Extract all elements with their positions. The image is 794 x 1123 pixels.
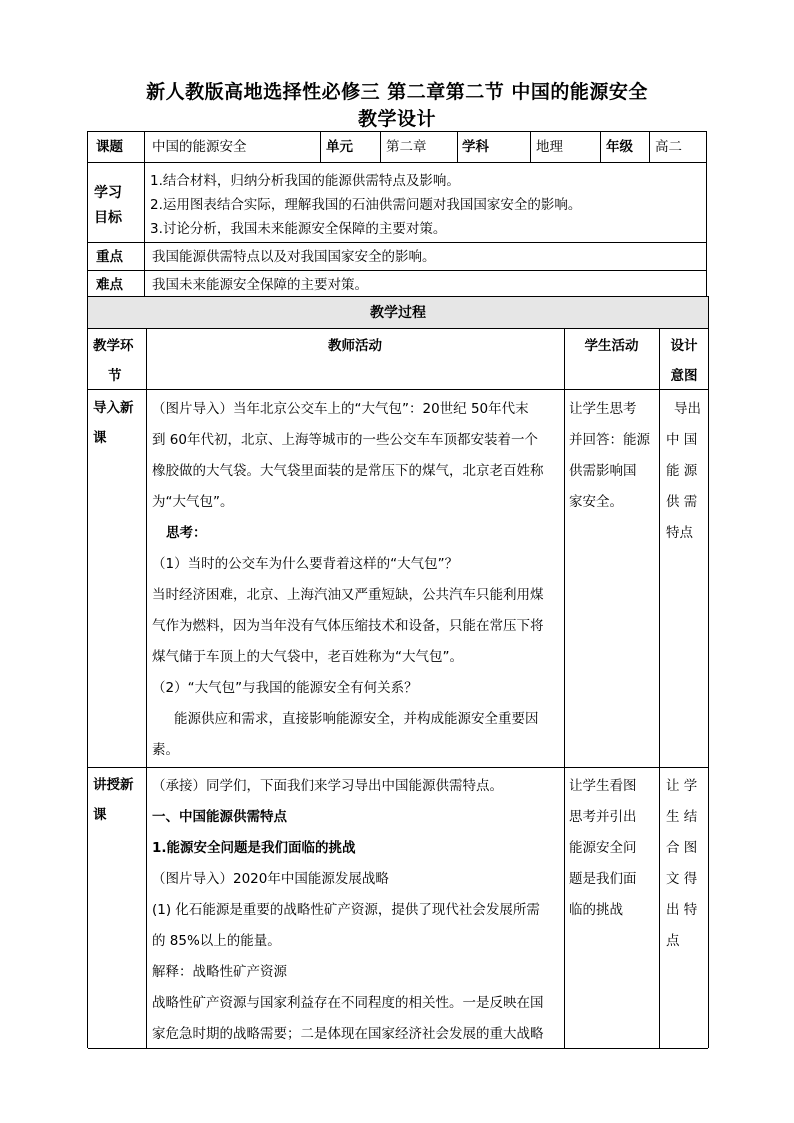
row2-teacher-line: （承接）同学们，下面我们来学习导出中国能源供需特点。 [152,778,503,794]
row1-teacher-line: 当时经济困难，北京、上海汽油又严重短缺，公共汽车只能利用煤 [152,587,544,603]
row2-design-line: 生 结 [666,809,698,825]
process-header: 教学过程 [370,305,426,321]
mubiao-item-2: 2.运用图表结合实际，理解我国的石油供需问题对我国国家安全的影响。 [150,197,582,213]
row1-teacher-line: 思考： [166,525,207,541]
row1-teacher-line: 为“大气包”。 [152,494,234,510]
col-student: 学生活动 [584,338,639,354]
nianji-label: 年级 [606,139,633,155]
row2-design-line: 合 图 [666,840,698,856]
row2-design-line: 让 学 [666,778,698,794]
row2-teacher-line: 1.能源安全问题是我们面临的挑战 [152,840,356,856]
row1-stage-1: 导入新 [93,400,134,416]
document-title: 新人教版高地选择性必修三 第二章第二节 中国的能源安全 [146,81,648,103]
row2-teacher-line: 家危急时期的战略需要；二是体现在国家经济社会发展的重大战略 [152,1026,544,1042]
row2-teacher-line: 一、中国能源供需特点 [152,809,287,825]
info-table [87,131,707,297]
mubiao-label-2: 目标 [94,210,122,226]
row1-teacher-line: 橡胶做的大气袋。大气袋里面装的是常压下的煤气，北京老百姓称 [152,463,544,479]
row1-student-line: 家安全。 [569,494,623,510]
row1-teacher-line: （2）“大气包”与我国的能源安全有何关系？ [152,680,418,696]
row1-design-line: 能 源 [666,463,698,479]
mubiao-label-1: 学习 [94,185,122,201]
row1-teacher-line: 气作为燃料，因为当年没有气体压缩技术和设备，只能在常压下将 [152,618,544,634]
xueke-value: 地理 [536,139,563,155]
row2-stage-2: 课 [93,807,107,823]
row2-teacher-line: 解释：战略性矿产资源 [152,964,287,980]
row2-teacher-line: 战略性矿产资源与国家利益存在不同程度的相关性。一是反映在国 [152,995,544,1011]
row1-teacher-line: （1）当时的公交车为什么要背着这样的“大气包”？ [152,556,459,572]
row2-design-line: 出 特 [666,902,698,918]
document-subtitle: 教学设计 [357,108,436,130]
row1-student-line: 并回答：能源 [569,432,650,448]
row1-teacher-line: 能源供应和需求，直接影响能源安全，并构成能源安全重要因 [174,711,539,727]
row2-student-line: 题是我们面 [569,871,637,887]
nandian-value: 我国未来能源安全保障的主要对策。 [152,277,368,293]
row2-student-line: 临的挑战 [569,902,623,918]
row2-student-line: 思考并引出 [569,809,637,825]
row1-design-line: 供 需 [666,494,698,510]
row2-design-line: 文 得 [666,871,698,887]
zhongdian-label: 重点 [96,249,123,265]
col-huanjie-2: 节 [108,368,122,384]
nandian-label: 难点 [96,277,123,293]
row1-teacher-line: 到 60年代初，北京、上海等城市的一些公交车车顶都安装着一个 [152,432,538,448]
row1-teacher-line: 煤气储于车顶上的大气袋中，老百姓称为“大气包”。 [152,649,463,665]
col-teacher: 教师活动 [328,338,382,354]
row1-student-line: 供需影响国 [569,463,637,479]
row2-stage-1: 讲授新 [93,777,134,793]
row2-teacher-line: 的 85%以上的能量。 [152,933,281,949]
mubiao-item-1: 1.结合材料，归纳分析我国的能源供需特点及影响。 [150,173,460,189]
nianji-value: 高二 [655,139,682,155]
row1-teacher-line: （图片导入）当年北京公交车上的“大气包”：20世纪 50年代末 [152,401,529,417]
row2-design-line: 点 [666,933,680,949]
row1-stage-2: 课 [93,430,107,446]
col-design-1: 设计 [670,338,698,354]
row1-teacher-line: 素。 [152,742,179,758]
col-design-2: 意图 [670,368,698,384]
row2-teacher-line: (1) 化石能源是重要的战略性矿产资源，提供了现代社会发展所需 [152,902,540,918]
row1-design-line: 导出 [674,401,701,417]
row2-student-line: 能源安全问 [569,840,637,856]
row2-teacher-line: （图片导入）2020年中国能源发展战略 [152,871,389,887]
danyuan-value: 第二章 [386,139,427,155]
xueke-label: 学科 [462,139,489,155]
row1-student-line: 让学生思考 [569,401,637,417]
mubiao-item-3: 3.讨论分析，我国未来能源安全保障的主要对策。 [150,221,447,237]
zhongdian-value: 我国能源供需特点以及对我国国家安全的影响。 [152,249,436,265]
row1-design-line: 特点 [666,525,693,541]
col-huanjie-1: 教学环 [93,338,134,354]
row1-design-line: 中 国 [666,432,698,448]
keti-value: 中国的能源安全 [152,139,247,155]
danyuan-label: 单元 [326,139,353,155]
keti-label: 课题 [96,139,123,155]
process-table [87,296,709,1048]
row2-student-line: 让学生看图 [569,778,637,794]
